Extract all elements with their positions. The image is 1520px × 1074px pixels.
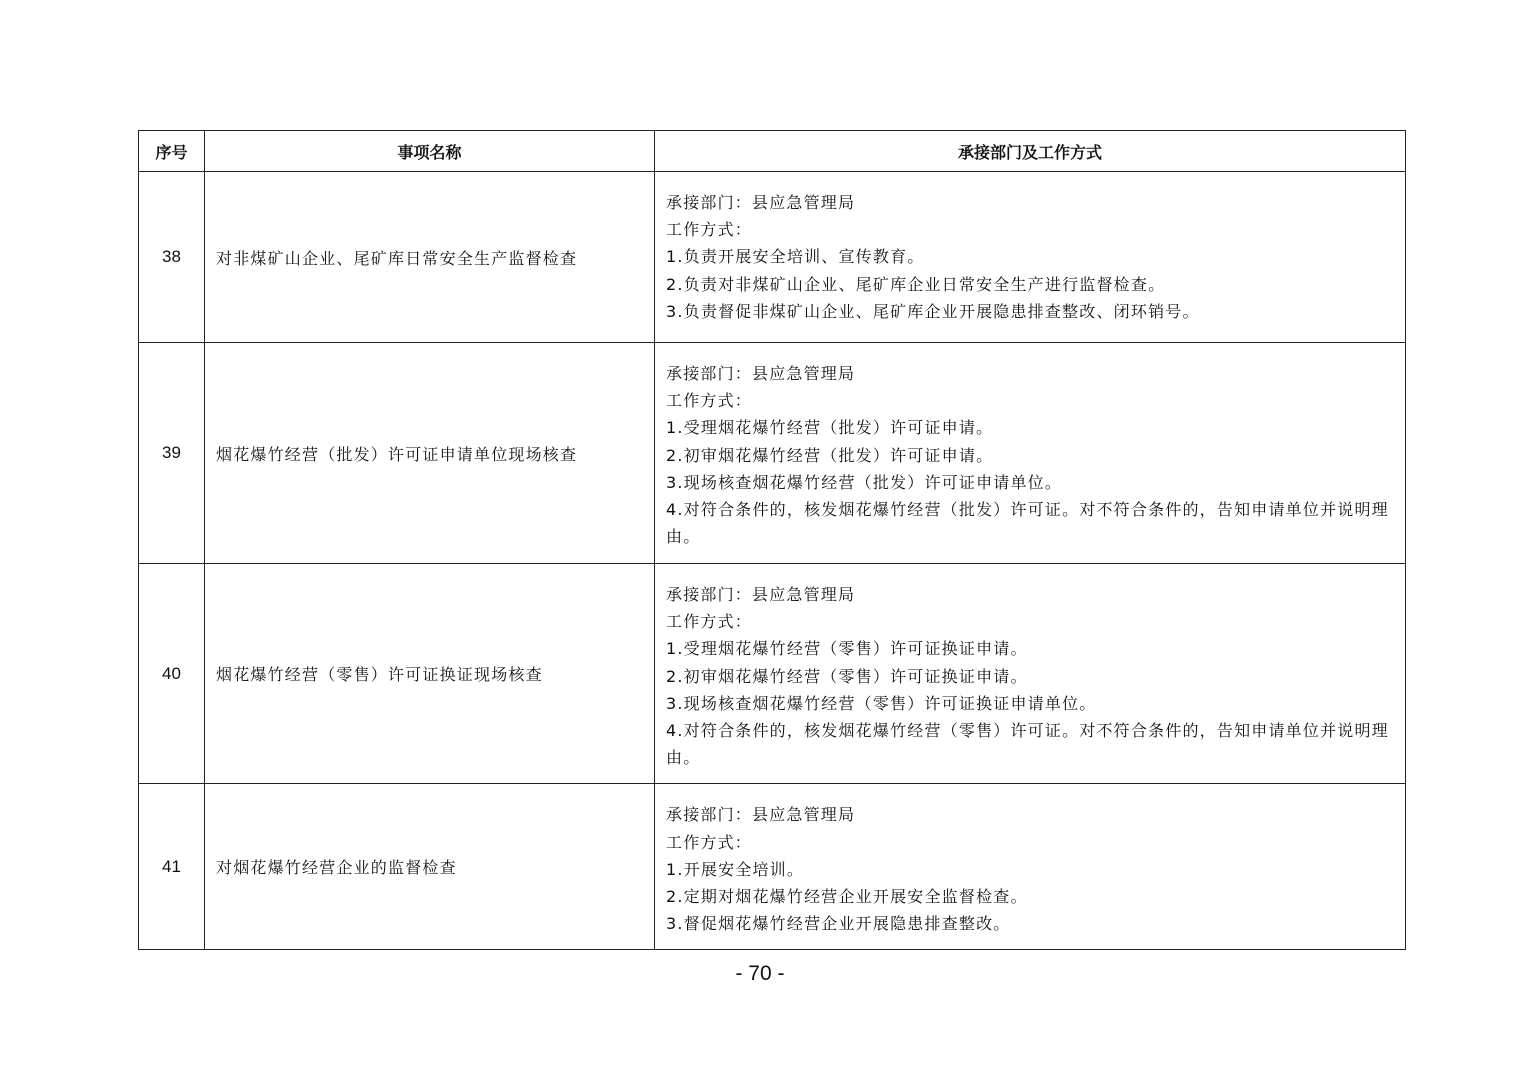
table-row [139,564,1406,784]
row-seq: 40 [139,564,205,784]
detail-line: 工作方式： [666,391,753,411]
row-item-name: 对烟花爆竹经营企业的监督检查 [205,784,655,950]
header-dept-method: 承接部门及工作方式 [655,131,1406,172]
row-details [655,172,1406,343]
page-number: - 70 - [735,962,785,985]
detail-line: 工作方式： [666,612,753,632]
row-details [655,564,1406,784]
detail-line: 1.受理烟花爆竹经营（零售）许可证换证申请。 [666,639,1028,659]
detail-line: 3.现场核查烟花爆竹经营（批发）许可证申请单位。 [666,472,1063,492]
detail-line: 1.负责开展安全培训、宣传教育。 [666,247,925,267]
detail-line: 工作方式： [666,832,753,852]
detail-line: 2.初审烟花爆竹经营（批发）许可证申请。 [666,445,994,465]
row-seq: 39 [139,343,205,564]
items-table [138,130,1406,950]
detail-line: 承接部门：县应急管理局 [666,585,856,604]
row-item-name: 对非煤矿山企业、尾矿库日常安全生产监督检查 [205,172,655,343]
detail-line: 2.负责对非煤矿山企业、尾矿库企业日常安全生产进行监督检查。 [666,274,1166,294]
detail-line: 3.督促烟花爆竹经营企业开展隐患排查整改。 [666,914,1011,934]
detail-line: 4.对符合条件的，核发烟花爆竹经营（批发）许可证。对不符合条件的，告知申请单位并说明理由。 [666,500,1389,547]
row-details [655,343,1406,564]
row-seq: 38 [139,172,205,343]
table-row [139,784,1406,950]
detail-line: 承接部门：县应急管理局 [666,193,856,212]
detail-line: 1.受理烟花爆竹经营（批发）许可证申请。 [666,418,994,438]
row-item-name: 烟花爆竹经营（批发）许可证申请单位现场核查 [205,343,655,564]
table-row [139,172,1406,343]
header-item-name: 事项名称 [205,131,655,172]
detail-line: 1.开展安全培训。 [666,859,805,879]
header-seq: 序号 [139,131,205,172]
detail-line: 承接部门：县应急管理局 [666,364,856,383]
detail-line: 4.对符合条件的，核发烟花爆竹经营（零售）许可证。对不符合条件的，告知申请单位并说明理由。 [666,721,1389,768]
detail-line: 3.现场核查烟花爆竹经营（零售）许可证换证申请单位。 [666,693,1097,713]
row-details [655,784,1406,950]
header-row [139,131,1406,172]
detail-line: 工作方式： [666,220,753,240]
row-item-name: 烟花爆竹经营（零售）许可证换证现场核查 [205,564,655,784]
detail-line: 3.负责督促非煤矿山企业、尾矿库企业开展隐患排查整改、闭环销号。 [666,301,1200,321]
table-row [139,343,1406,564]
detail-line: 2.定期对烟花爆竹经营企业开展安全监督检查。 [666,887,1028,907]
detail-line: 2.初审烟花爆竹经营（零售）许可证换证申请。 [666,666,1028,686]
row-seq: 41 [139,784,205,950]
detail-line: 承接部门：县应急管理局 [666,805,856,825]
